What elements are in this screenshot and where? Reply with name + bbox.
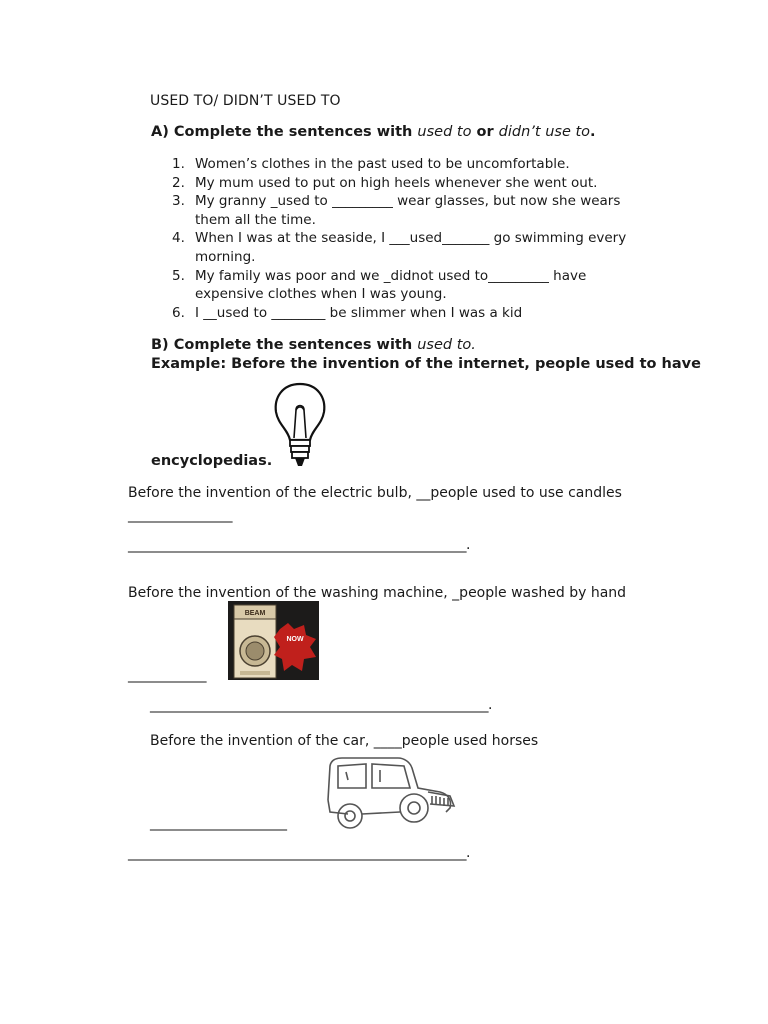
- answer-line: ____________________________________________________.: [128, 845, 470, 861]
- list-item: 3. My granny _used to _________ wear glasses, but now she wears them all the time.: [172, 193, 621, 228]
- section-b-heading: B) Complete the sentences with used to.: [151, 337, 476, 353]
- washer-tag-label: NOW: [286, 636, 304, 643]
- question-car: Before the invention of the car, ____people used horses: [150, 733, 539, 749]
- car-image: [318, 752, 458, 832]
- list-item: 6. I __used to ________ be slimmer when I was a kid: [172, 304, 523, 321]
- light-bulb-icon: [270, 380, 330, 470]
- answer-line: ____________________________________________________.: [128, 537, 470, 553]
- example-sentence: Example: Before the invention of the internet, people used to have: [151, 356, 701, 372]
- example-end: encyclopedias.: [151, 453, 273, 469]
- section-a-list: [172, 155, 652, 322]
- washer-brand-label: BEAM: [244, 610, 266, 617]
- worksheet-title: USED TO/ DIDN’T USED TO: [150, 93, 341, 109]
- question-electric-bulb: Before the invention of the electric bulb, __people used to use candles: [128, 485, 622, 501]
- question-washing-machine: Before the invention of the washing machine, _people washed by hand: [128, 585, 627, 601]
- list-item: 4. When I was at the seaside, I ___used_______ go swimming every morning.: [172, 230, 627, 265]
- answer-line: _____________________: [150, 815, 287, 831]
- list-item: 2. My mum used to put on high heels whenever she went out.: [172, 174, 598, 191]
- answer-line: ____________: [128, 667, 206, 683]
- washing-machine-image: [228, 601, 319, 680]
- section-a-heading: A) Complete the sentences with used to or didn’t use to.: [151, 124, 596, 140]
- answer-line: ________________: [128, 507, 232, 523]
- list-item: 1. Women’s clothes in the past used to be uncomfortable.: [172, 156, 570, 172]
- list-item: 5. My family was poor and we _didnot used to_________ have expensive clothes when I was young.: [172, 267, 587, 303]
- answer-line: ____________________________________________________.: [150, 697, 492, 713]
